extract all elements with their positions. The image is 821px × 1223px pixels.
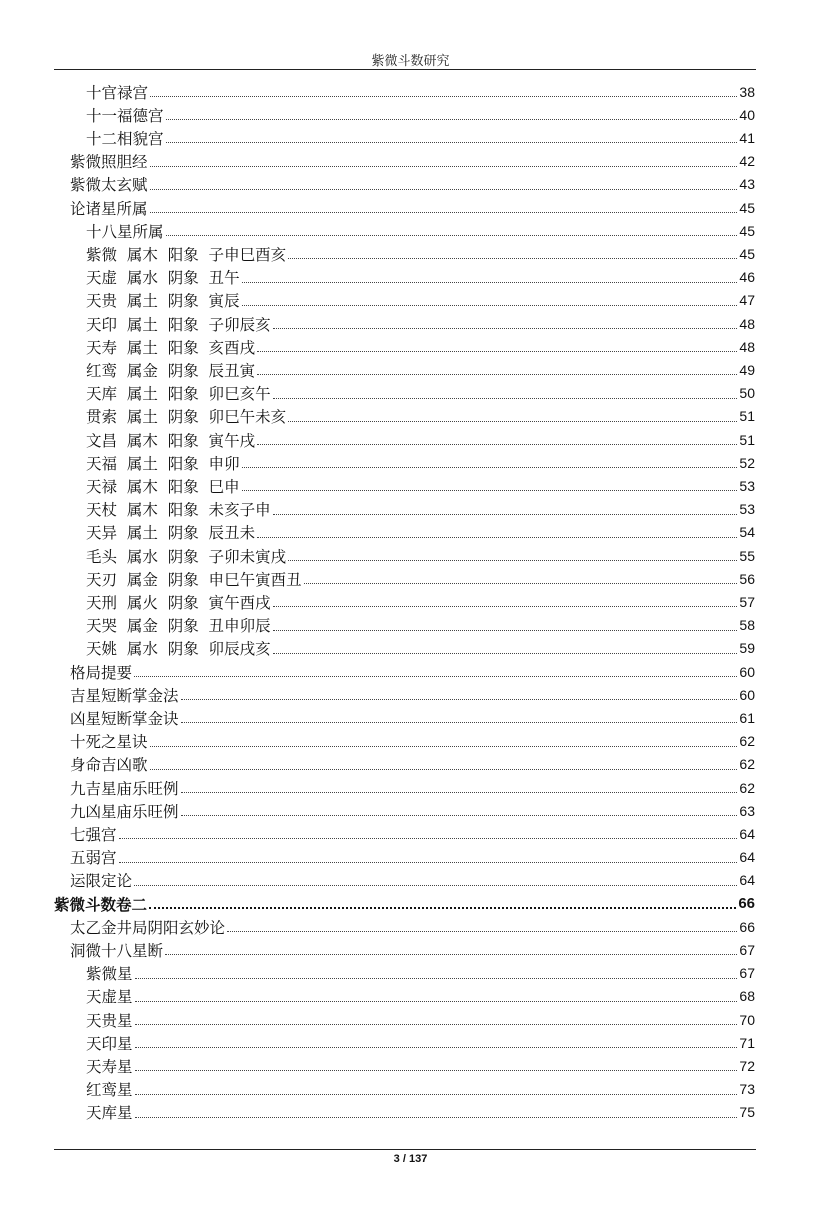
toc-entry-page: 59 xyxy=(739,640,755,657)
toc-entry-page: 63 xyxy=(739,802,755,819)
toc-entry-title: 天库星 xyxy=(86,1104,133,1123)
toc-entry-page: 48 xyxy=(739,338,755,355)
dot-leader xyxy=(273,653,738,654)
toc-entry-title: 红鸾星 xyxy=(86,1081,133,1100)
toc-entry-title: 身命吉凶歌 xyxy=(70,756,148,775)
dot-leader xyxy=(150,212,738,213)
page-header-title: 紫微斗数研究 xyxy=(371,54,450,69)
toc-entry-title: 天印星 xyxy=(86,1034,133,1053)
dot-leader xyxy=(119,862,738,863)
toc-entry[interactable] xyxy=(86,382,755,405)
toc-entry-title: 九凶星庙乐旺例 xyxy=(70,802,179,821)
toc-entry[interactable] xyxy=(86,358,755,381)
toc-entry-page: 73 xyxy=(739,1081,755,1098)
dot-leader xyxy=(227,931,737,932)
toc-entry-page: 56 xyxy=(739,570,755,587)
toc-entry-page: 62 xyxy=(739,733,755,750)
dot-leader xyxy=(181,722,738,723)
toc-entry-title: 天贵星 xyxy=(86,1011,133,1030)
dot-leader xyxy=(119,838,738,839)
toc-entry[interactable] xyxy=(86,498,755,521)
dot-leader xyxy=(288,258,737,259)
toc-entry[interactable] xyxy=(70,730,755,753)
toc-entry-title: 天刑 属火 阴象 寅午酉戌 xyxy=(86,593,271,612)
dot-leader xyxy=(150,189,738,190)
toc-entry-title: 天库 属土 阳象 卯巳亥午 xyxy=(86,385,271,404)
toc-entry[interactable] xyxy=(86,242,755,265)
toc-entry-page: 43 xyxy=(739,176,755,193)
toc-entry-page: 68 xyxy=(739,988,755,1005)
dot-leader xyxy=(257,351,737,352)
toc-entry-title: 太乙金井局阴阳玄妙论 xyxy=(70,918,226,937)
toc-entry-page: 60 xyxy=(739,663,755,680)
dot-leader xyxy=(242,490,738,491)
toc-entry-page: 61 xyxy=(739,709,755,726)
dot-leader xyxy=(257,444,737,445)
toc-entry[interactable] xyxy=(86,335,755,358)
toc-entry[interactable] xyxy=(86,126,755,149)
toc-entry[interactable] xyxy=(70,938,755,961)
toc-entry-title: 天禄 属木 阳象 巳申 xyxy=(86,477,240,496)
toc-entry[interactable] xyxy=(86,474,755,497)
toc-entry-page: 50 xyxy=(739,385,755,402)
dot-leader xyxy=(166,235,738,236)
toc-entry-title: 天虚星 xyxy=(86,988,133,1007)
toc-entry-title: 天印 属土 阳象 子卯辰亥 xyxy=(86,315,271,334)
dot-leader xyxy=(273,606,738,607)
dot-leader xyxy=(166,142,738,143)
toc-entry[interactable] xyxy=(70,173,755,196)
toc-entry[interactable] xyxy=(70,196,755,219)
dot-leader xyxy=(150,166,738,167)
dot-leader xyxy=(166,119,738,120)
dot-leader xyxy=(150,96,737,97)
dot-leader xyxy=(135,1024,738,1025)
toc-entry[interactable] xyxy=(70,660,755,683)
dot-leader xyxy=(273,514,738,515)
toc-entry[interactable] xyxy=(86,567,755,590)
toc-entry[interactable] xyxy=(70,869,755,892)
toc-entry-title: 五弱宫 xyxy=(70,849,117,868)
dot-leader xyxy=(134,885,737,886)
toc-entry-title: 洞微十八星断 xyxy=(70,941,164,960)
toc-entry-page: 67 xyxy=(739,965,755,982)
toc-entry-page: 45 xyxy=(739,245,755,262)
toc-entry-page: 46 xyxy=(739,269,755,286)
toc-entry-title: 吉星短断掌金法 xyxy=(70,686,179,705)
toc-entry-page: 47 xyxy=(739,292,755,309)
footer-rule xyxy=(54,1149,756,1150)
toc-entry[interactable] xyxy=(86,266,755,289)
toc-entry-page: 49 xyxy=(739,361,755,378)
toc-entry-title: 七强宫 xyxy=(70,825,117,844)
toc-entry[interactable] xyxy=(86,451,755,474)
toc-entry-title: 天哭 属金 阴象 丑申卯辰 xyxy=(86,617,271,636)
dot-leader xyxy=(273,398,738,399)
dot-leader xyxy=(304,583,738,584)
toc-entry-page: 64 xyxy=(739,872,755,889)
dot-leader xyxy=(181,699,738,700)
dot-leader xyxy=(242,282,738,283)
toc-entry-title: 天异 属土 阴象 辰丑未 xyxy=(86,524,256,543)
toc-entry-page: 52 xyxy=(739,454,755,471)
toc-entry-title: 毛头 属水 阴象 子卯未寅戌 xyxy=(86,547,287,566)
toc-entry-page: 64 xyxy=(739,849,755,866)
toc-entry-title: 天寿星 xyxy=(86,1057,133,1076)
toc-entry[interactable] xyxy=(86,219,755,242)
toc-entry[interactable] xyxy=(70,150,755,173)
dot-leader xyxy=(135,1047,738,1048)
toc-entry[interactable] xyxy=(70,915,755,938)
toc-entry[interactable] xyxy=(70,846,755,869)
toc-entry-page: 66 xyxy=(738,895,755,912)
dot-leader xyxy=(242,467,738,468)
toc-entry-title: 十二相貌宫 xyxy=(86,129,164,148)
toc-entry-page: 71 xyxy=(739,1034,755,1051)
toc-entry[interactable] xyxy=(86,405,755,428)
toc-entry-title: 十八星所属 xyxy=(86,222,164,241)
toc-entry[interactable] xyxy=(70,706,755,729)
toc-entry-title: 紫微斗数卷二 xyxy=(54,894,148,914)
toc-entry-page: 40 xyxy=(739,106,755,123)
toc-entry-page: 60 xyxy=(739,686,755,703)
dot-leader xyxy=(257,374,737,375)
dot-leader xyxy=(181,815,738,816)
toc-entry-title: 凶星短断掌金诀 xyxy=(70,709,179,728)
toc-entry-page: 53 xyxy=(739,477,755,494)
toc-entry-page: 67 xyxy=(739,941,755,958)
toc-entry-page: 64 xyxy=(739,825,755,842)
toc-entry[interactable] xyxy=(86,637,755,660)
toc-entry[interactable] xyxy=(86,590,755,613)
toc-entry-page: 72 xyxy=(739,1057,755,1074)
toc-entry[interactable] xyxy=(54,892,755,915)
toc-entry[interactable] xyxy=(70,822,755,845)
toc-entry-title: 格局提要 xyxy=(70,663,133,682)
toc-entry-page: 45 xyxy=(739,222,755,239)
toc-entry-page: 58 xyxy=(739,617,755,634)
toc-entry-page: 38 xyxy=(739,83,755,100)
toc-entry-title: 十死之星诀 xyxy=(70,733,148,752)
dot-leader xyxy=(165,954,737,955)
toc-entry-title: 天寿 属土 阳象 亥酉戌 xyxy=(86,338,256,357)
toc-entry[interactable] xyxy=(86,544,755,567)
dot-leader xyxy=(134,676,737,677)
toc-entry-title: 天福 属土 阳象 申卯 xyxy=(86,454,240,473)
dot-leader xyxy=(149,907,736,909)
toc-entry-title: 运限定论 xyxy=(70,872,133,891)
toc-entry-title: 紫微 属木 阳象 子申巳酉亥 xyxy=(86,245,287,264)
toc-entry-page: 55 xyxy=(739,547,755,564)
dot-leader xyxy=(273,630,738,631)
dot-leader xyxy=(150,769,738,770)
toc-entry-title: 天虚 属水 阴象 丑午 xyxy=(86,269,240,288)
toc-entry-page: 62 xyxy=(739,779,755,796)
toc-entry-title: 紫微星 xyxy=(86,965,133,984)
dot-leader xyxy=(288,560,737,561)
toc-entry[interactable] xyxy=(86,1054,755,1077)
toc-entry-title: 天贵 属土 阴象 寅辰 xyxy=(86,292,240,311)
toc-entry[interactable] xyxy=(70,799,755,822)
toc-entry-title: 紫微照胆经 xyxy=(70,153,148,172)
toc-entry[interactable] xyxy=(86,521,755,544)
toc-entry[interactable] xyxy=(86,1101,755,1124)
toc-entry[interactable] xyxy=(70,753,755,776)
toc-entry-title: 贯索 属土 阴象 卯巳午未亥 xyxy=(86,408,287,427)
dot-leader xyxy=(257,537,737,538)
toc-entry-title: 天杖 属木 阳象 未亥子申 xyxy=(86,501,271,520)
dot-leader xyxy=(135,1001,738,1002)
toc-entry[interactable] xyxy=(86,428,755,451)
toc-entry[interactable] xyxy=(86,614,755,637)
toc-entry[interactable] xyxy=(86,289,755,312)
toc-entry-page: 48 xyxy=(739,315,755,332)
toc-entry-title: 紫微太玄赋 xyxy=(70,176,148,195)
toc-entry[interactable] xyxy=(86,985,755,1008)
toc-entry-page: 42 xyxy=(739,153,755,170)
toc-entry-title: 红鸾 属金 阴象 辰丑寅 xyxy=(86,361,256,380)
toc-entry[interactable] xyxy=(70,683,755,706)
dot-leader xyxy=(135,1070,738,1071)
dot-leader xyxy=(242,305,738,306)
toc-entry[interactable] xyxy=(86,103,755,126)
toc-entry-title: 文昌 属木 阳象 寅午戌 xyxy=(86,431,256,450)
page-number: 3 / 137 xyxy=(393,1153,428,1165)
toc-entry[interactable] xyxy=(86,962,755,985)
toc-entry-page: 51 xyxy=(739,408,755,425)
toc-entry-page: 53 xyxy=(739,501,755,518)
dot-leader xyxy=(135,1094,738,1095)
dot-leader xyxy=(150,746,738,747)
toc-entry-page: 54 xyxy=(739,524,755,541)
toc-entry[interactable] xyxy=(86,1008,755,1031)
toc-entry-page: 70 xyxy=(739,1011,755,1028)
toc-entry-title: 九吉星庙乐旺例 xyxy=(70,779,179,798)
toc-entry[interactable] xyxy=(86,80,755,103)
toc-entry-page: 51 xyxy=(739,431,755,448)
toc-entry-title: 天刃 属金 阴象 申巳午寅酉丑 xyxy=(86,570,302,589)
toc-entry-page: 45 xyxy=(739,199,755,216)
toc-entry[interactable] xyxy=(86,312,755,335)
dot-leader xyxy=(135,978,738,979)
dot-leader xyxy=(273,328,738,329)
dot-leader xyxy=(135,1117,738,1118)
toc-entry[interactable] xyxy=(70,776,755,799)
header-rule xyxy=(54,69,756,70)
toc-entry-page: 57 xyxy=(739,593,755,610)
toc-entry[interactable] xyxy=(86,1031,755,1054)
toc-entry-title: 十一福德宫 xyxy=(86,106,164,125)
toc-entry-title: 天姚 属水 阴象 卯辰戌亥 xyxy=(86,640,271,659)
toc-entry-title: 十官禄宫 xyxy=(86,83,149,102)
toc-entry-page: 41 xyxy=(739,129,755,146)
toc-entry-page: 75 xyxy=(739,1104,755,1121)
toc-entry-title: 论诸星所属 xyxy=(70,199,148,218)
toc-entry-page: 66 xyxy=(739,918,755,935)
toc-entry[interactable] xyxy=(86,1078,755,1101)
dot-leader xyxy=(181,792,738,793)
dot-leader xyxy=(288,421,737,422)
toc-entry-page: 62 xyxy=(739,756,755,773)
